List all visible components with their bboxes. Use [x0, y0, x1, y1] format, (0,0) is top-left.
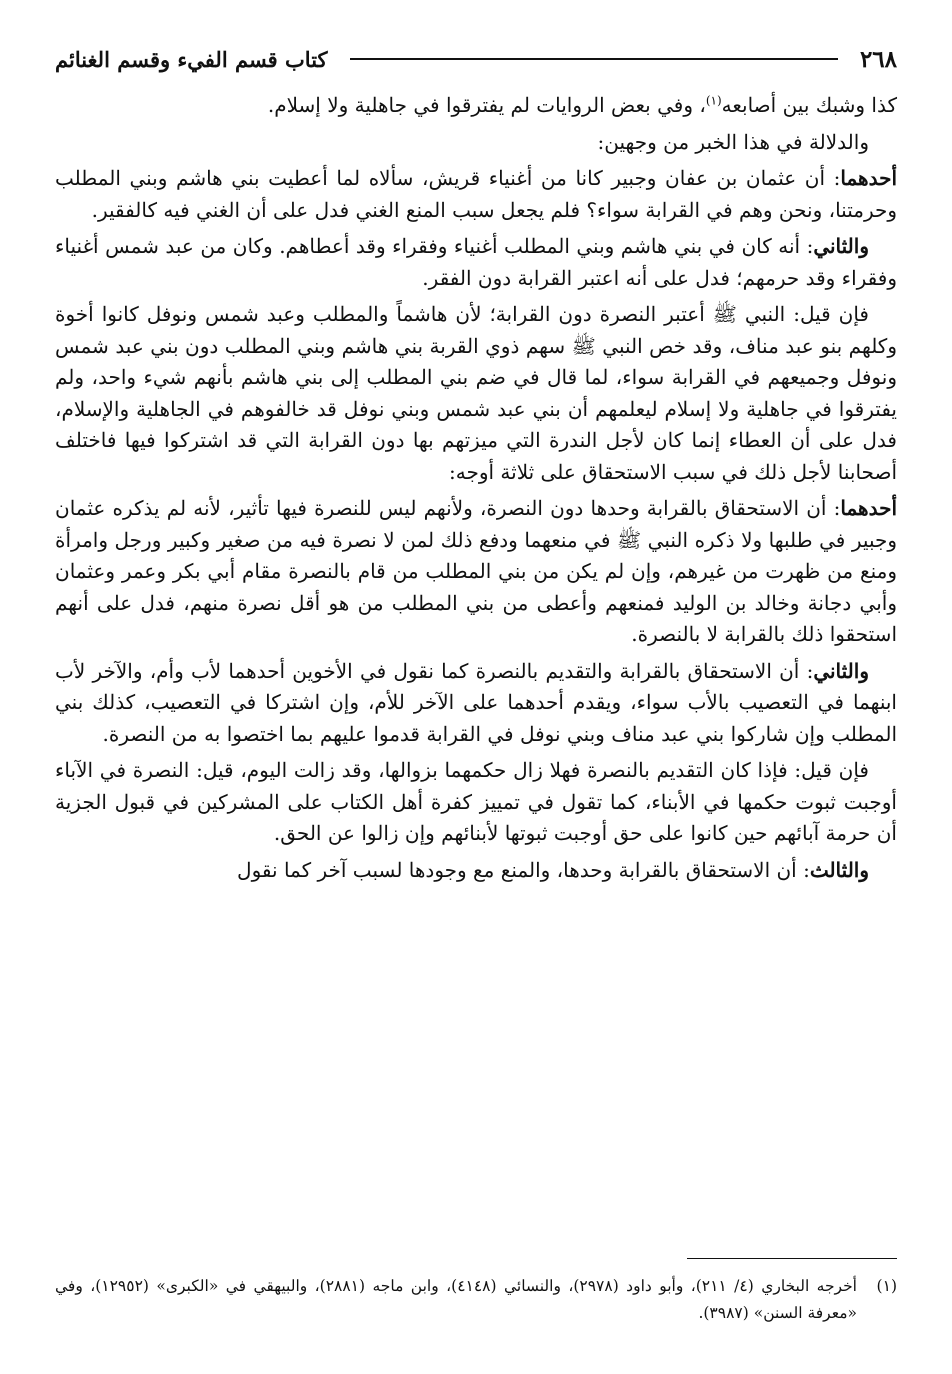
- paragraph-3-lead: أحدهما: [840, 166, 897, 190]
- paragraph-9: [55, 855, 897, 887]
- paragraph-7-lead: والثاني: [813, 658, 869, 683]
- running-title: كتاب قسم الفيء وقسم الغنائم: [55, 46, 328, 72]
- footnote-number: (١): [876, 1277, 897, 1295]
- paragraph-1-text-a: كذا وشبك بين أصابعه: [721, 93, 897, 117]
- paragraph-6: [55, 493, 897, 651]
- paragraph-4-lead: والثاني: [813, 234, 869, 258]
- footnote-1: [55, 1273, 897, 1327]
- paragraph-1: [55, 90, 897, 122]
- footnote-area: [55, 1258, 897, 1327]
- footnote-rule: [687, 1258, 897, 1259]
- paragraph-3: [55, 163, 897, 226]
- footnote-text: أخرجه البخاري (٤/ ٢١١)، وأبو داود (٢٩٧٨)، والنسائي (٤١٤٨)، وابن ماجه (٢٨٨١)، والبيهقي في «الكبرى» (١٢٩٥٢)، وفي «معرفة السنن» (٣٩٨٧).: [55, 1277, 857, 1322]
- body-text: [55, 90, 897, 886]
- paragraph-9-lead: والثالث: [809, 857, 869, 882]
- footnote-reference[interactable]: (١): [705, 93, 722, 108]
- paragraph-1-text-b: ، وفي بعض الروايات لم يفترقوا في جاهلية ولا إسلام.: [267, 93, 706, 117]
- paragraph-9-text: : أن الاستحقاق بالقرابة وحدها، والمنع مع وجودها لسبب آخر كما نقول: [237, 857, 810, 882]
- page-header: [55, 34, 897, 84]
- page-number: ٢٦٨: [859, 45, 897, 73]
- paragraph-4-text: : أنه كان في بني هاشم وبني المطلب أغنياء وفقراء وقد أعطاهم. وكان من عبد شمس أغنياء وفقراء وقد حرمهم؛ فدل على أنه اعتبر القرابة دون الفقر.: [55, 234, 897, 290]
- paragraph-4: [55, 231, 897, 294]
- paragraph-6-text: : أن الاستحقاق بالقرابة وحدها دون النصرة، ولأنهم ليس للنصرة فيها تأثير، لأنه لم يذكره عثمان وجبير في طلبها ولا ذكره النبي ﷺ في منعهما ودفع ذلك لمن لا نصرة فيه من صغير وكبير ورجل وامرأة ومنع من ظهرت من غيرهم، وإن لم يكن من بني المطلب من قام بالنصرة مقام أبي بكر وعمر وعثمان وأبي دجانة وخالد بن الوليد فمنعهم وأعطى من بني المطلب من هو أقل نصرة منهم، فدل على أنهم استحقوا ذلك بالقرابة لا بالنصرة.: [55, 496, 897, 646]
- paragraph-3-text: : أن عثمان بن عفان وجبير كانا من أغنياء قريش، سألاه لما أعطيت بني هاشم وبني المطلب وحرمتنا، ونحن وهم في القرابة سواء؟ فلم يجعل سبب المنع الغني فدل على أن الغني فيه كالفقير.: [55, 166, 897, 222]
- paragraph-5: فإن قيل: النبي ﷺ أعتبر النصرة دون القرابة؛ لأن هاشماً والمطلب وعبد شمس ونوفل كانوا أخوة وكلهم بنو عبد مناف، وقد خص النبي ﷺ سهم ذوي القربة بني هاشم وبني المطلب دون بني عبد شمس ونوفل وجميعهم في القرابة سواء، لما قال في ضم بني المطلب إلى بني هاشم بأنهم شيء واحد، ولم يفترقوا في جاهلية ولا إسلام ليعلمهم أن بني عبد شمس وبني نوفل قد خالفوهم في الجاهلية والإسلام، فدل على أن العطاء إنما كان لأجل الندرة التي ميزتهم بها دون القرابة التي قد اشتركوا فيها فاختلف أصحابنا لأجل ذلك في سبب الاستحقاق على ثلاثة أوجه:: [55, 302, 897, 484]
- paragraph-6-lead: أحدهما: [840, 496, 897, 520]
- header-rule: [350, 58, 838, 60]
- book-page: [55, 34, 897, 1354]
- paragraph-2: والدلالة في هذا الخبر من وجهين:: [597, 129, 869, 154]
- paragraph-7-text: : أن الاستحقاق بالقرابة والتقديم بالنصرة كما نقول في الأخوين أحدهما لأب وأم، والآخر لأب ابنهما في التعصيب بالأب سواء، ويقدم أحدهما على الآخر للأم، وإن اشتركا في التعصيب، كذلك بني المطلب وإن شاركوا بني عبد مناف وبني نوفل في القرابة قدموا عليهم بما اختصوا به من النصرة.: [55, 658, 897, 746]
- paragraph-8: فإن قيل: فإذا كان التقديم بالنصرة فهلا زال حكمهما بزوالها، وقد زالت اليوم، قيل: النصرة في الآباء أوجبت ثبوت حكمها في الأبناء، كما تقول في تمييز كفرة أهل الكتاب على المشركين في قبول الجزية أن حرمة آبائهم حين كانوا على حق أوجبت ثبوتها لأبنائهم وإن زالوا عن الحق.: [55, 758, 897, 845]
- paragraph-7: [55, 656, 897, 751]
